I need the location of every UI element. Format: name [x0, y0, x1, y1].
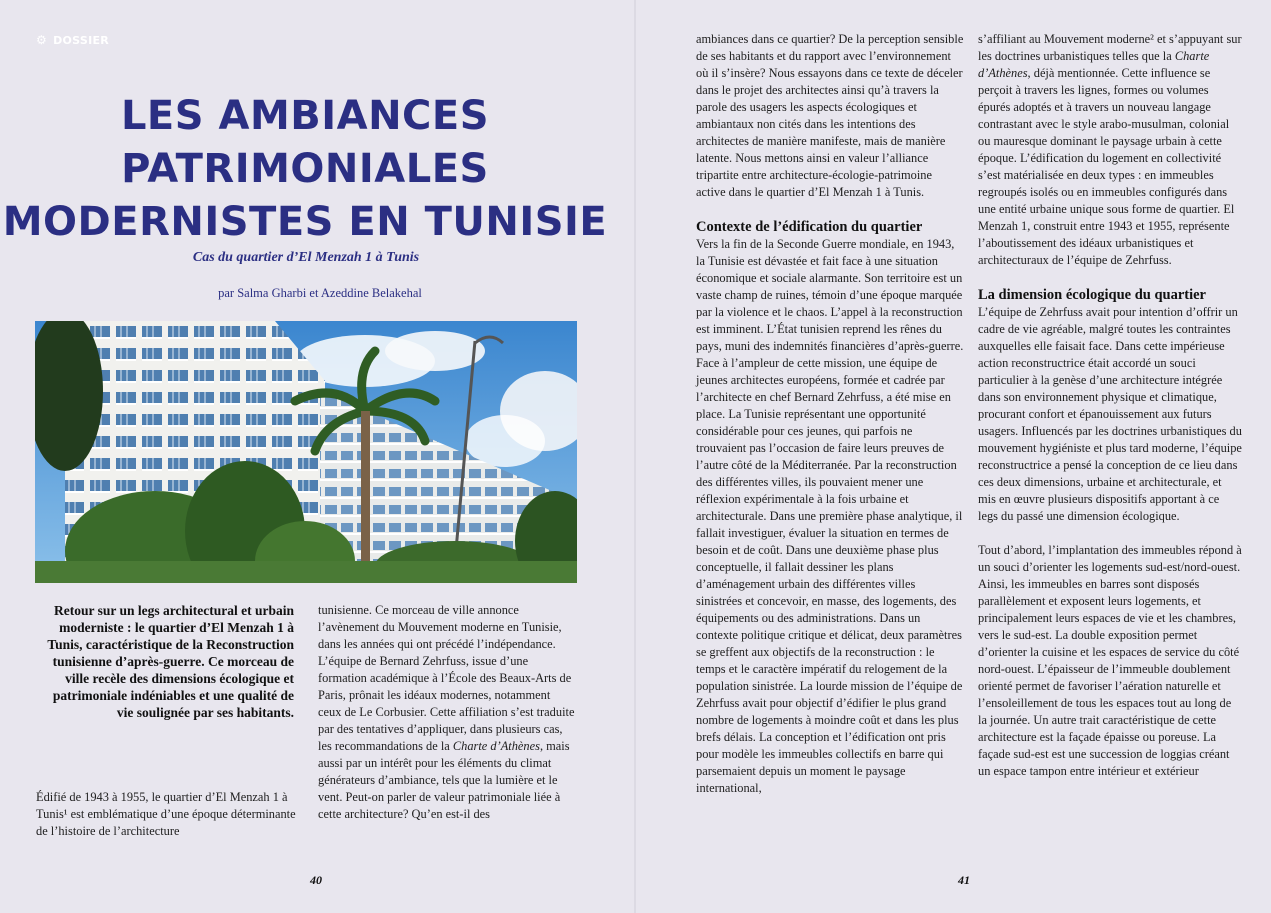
body-paragraph: L’équipe de Zehrfuss avait pour intention d’offrir un cadre de vie agréable, malgré toutes les contraintes auxquelles elle faisait face. Dans cette impérieuse action reconstructrice était accordé un souci particulier à la genèse d’une architecture intégrée dans son environnement physique et climatique, procurant confort et épanouissement aux futurs usagers. Influencés par les doctrines urbanistiques du mouvement hygiéniste et plus tard moderne, l’équipe reconstructrice a pensé la conception de ce lieu dans ces deux dimensions, urbaine et architecturale, et mis en œuvre plusieurs dispositifs apportant à ce legs du passé une dimension écologique.: [978, 305, 1242, 523]
charte-reference: Charte d’Athènes: [978, 49, 1210, 80]
article-authors: par Salma Gharbi et Azeddine Belakehal: [218, 286, 422, 300]
section-label: [36, 33, 109, 47]
title-line: PATRIMONIALES: [121, 146, 489, 192]
body-column: [696, 31, 964, 797]
body-column: [318, 602, 576, 823]
body-paragraph: tunisienne. Ce morceau de ville annonce l’avènement du Mouvement moderne en Tunisie, dans les années qui ont précédé l’indépendance. L’équipe de Bernard Zehrfuss, issue d’une formation académique à l’École des Beaux-Arts de Paris, prônait les idéaux modernes, notamment ceux de Le Corbusier. Cette affiliation s’est traduite par des tentatives d’appliquer, dans plusieurs cas, les recommandations de la Charte d’Athènes, mais aussi par un intérêt pour les éléments du climat générateurs d’ambiance, tels que la lumière et le vent. Peut-on parler de valeur patrimoniale liée à cette architecture? Qu’en est-il des: [318, 603, 575, 821]
gear-icon: ⚙: [36, 33, 48, 47]
building-photo: [35, 321, 577, 583]
section-heading: La dimension écologique du quartier: [978, 287, 1206, 303]
body-paragraph: s’affiliant au Mouvement moderne² et s’appuyant sur les doctrines urbanistiques telles que la Charte d’Athènes, déjà mentionnée. Cette influence se perçoit à travers les lignes, formes ou volumes épurés adoptés et à travers un nouveau langage contrastant avec le style arabo-musulman, colonial ou mauresque dominant le paysage urbain à cette époque. L’édification du logement en collectivité s’est matérialisée en deux types : en immeubles regroupés isolés ou en immeubles configurés dans une entité urbaine unique sous forme de quartier. El Menzah 1, construit entre 1943 et 1955, représente l’aboutissement des idéaux urbanistiques et architecturaux de l’équipe de Zehrfuss.: [978, 32, 1242, 267]
body-paragraph: Vers la fin de la Seconde Guerre mondiale, en 1943, la Tunisie est dévastée et fait face à une situation économique et sociale alarmante. Son territoire est un vaste champ de ruines, témoin d’une époque marquée par la violence et le chaos. L’appel à la reconstruction est imminent. L’État tunisien reprend les rênes du pays, muni des indemnités financières d’après-guerre. Face à l’ampleur de cette mission, une équipe de jeunes architectes européens, formée et cadrée par l’architecte en chef Bernard Zehrfuss, a été mise en place. La Tunisie représentant une opportunité considérable pour ces jeunes, qui parfois ne trouvaient pas l’occasion de faire leurs preuves de l’autre côté de la Méditerranée. Par la reconstruction des différentes villes, ils pouvaient mener une réflexion expérimentale à la fois urbaine et architecturale. Dans une première phase analytique, il fallait investiguer, évaluer la situation en termes de besoin et de coût. Dans une deuxième phase plus conceptuelle, il fallait dessiner les plans d’aménagement urbain des différentes villes sinistrées et concevoir, en masse, des logements, des équipements ou des administrations. Dans un contexte politique critique et délicat, deux paramètres se greffent aux objectifs de la reconstruction : le temps et le caractère impératif du relogement de la population sinistrée. La lourde mission de l’équipe de Zehrfuss avait pour objectif d’édifier le plus grand nombre de logements à moindre coût et dans les plus brefs délais. La conception et l’édification ont pris pour modèle les immeubles collectifs en barre qui parsemaient depuis un moment le paysage international,: [696, 237, 964, 795]
intro-paragraph: Édifié de 1943 à 1955, le quartier d’El Menzah 1 à Tunis¹ est emblématique d’une époque déterminante de l’histoire de l’architecture: [36, 790, 296, 838]
right-page: [636, 0, 1271, 913]
title-line: LES AMBIANCES: [120, 93, 490, 139]
body-paragraph: ambiances dans ce quartier? De la perception sensible de ses habitants et du rapport avec l’environnement où il s’insère? Nous essayons dans ce texte de déceler dans le projet des architectes ainsi qu’à travers la parole des usagers les aspects écologiques et ambiantaux non cités dans les intentions des architectes de manière manifeste, mais de manière latente. Nous mettons ainsi en valeur l’alliance tripartite entre architecture-écologie-patrimoine active dans le quartier d’El Menzah 1 à Tunis.: [696, 32, 964, 199]
body-paragraph: Tout d’abord, l’implantation des immeubles répond à un souci d’orienter les logements sud-est/nord-ouest. Ainsi, les immeubles en barres sont disposés parallèlement et exposent leurs logements, et principalement leurs espaces de vie et les chambres, vers le sud-est. La double exposition permet d’orienter la cuisine et les espaces de service du côté nord-ouest. L’épaisseur de l’immeuble doublement orienté permet de favoriser l’aération naturelle et l’ensoleillement de tous les espaces tout au long de la journée. Un autre trait caractéristique de cette architecture est la façade épaisse ou poreuse. La façade sud-est est une succession de loggias créant un espace tampon entre intérieur et extérieur: [978, 543, 1242, 778]
section-label-text: DOSSIER: [53, 33, 110, 47]
article-subtitle: Cas du quartier d’El Menzah 1 à Tunis: [192, 250, 420, 265]
article-lede: Retour sur un legs architectural et urbain moderniste : le quartier d’El Menzah 1 à Tunis, caractéristique de la Reconstruction tunisienne d’après-guerre. Ce morceau de ville recèle des dimensions écologique et patrimoniale indéniables et une qualité de vie soulignée par ses habitants.: [47, 603, 294, 720]
title-line: MODERNISTES EN TUNISIE: [2, 199, 608, 245]
body-column: [978, 31, 1242, 780]
section-heading: Contexte de l’édification du quartier: [696, 219, 923, 235]
left-page: [0, 0, 635, 913]
page-number: 41: [958, 873, 970, 887]
charte-reference: Charte d’Athènes: [452, 739, 540, 753]
page-number: 40: [310, 873, 322, 887]
article-title: [0, 90, 610, 249]
body-column: [36, 789, 304, 840]
